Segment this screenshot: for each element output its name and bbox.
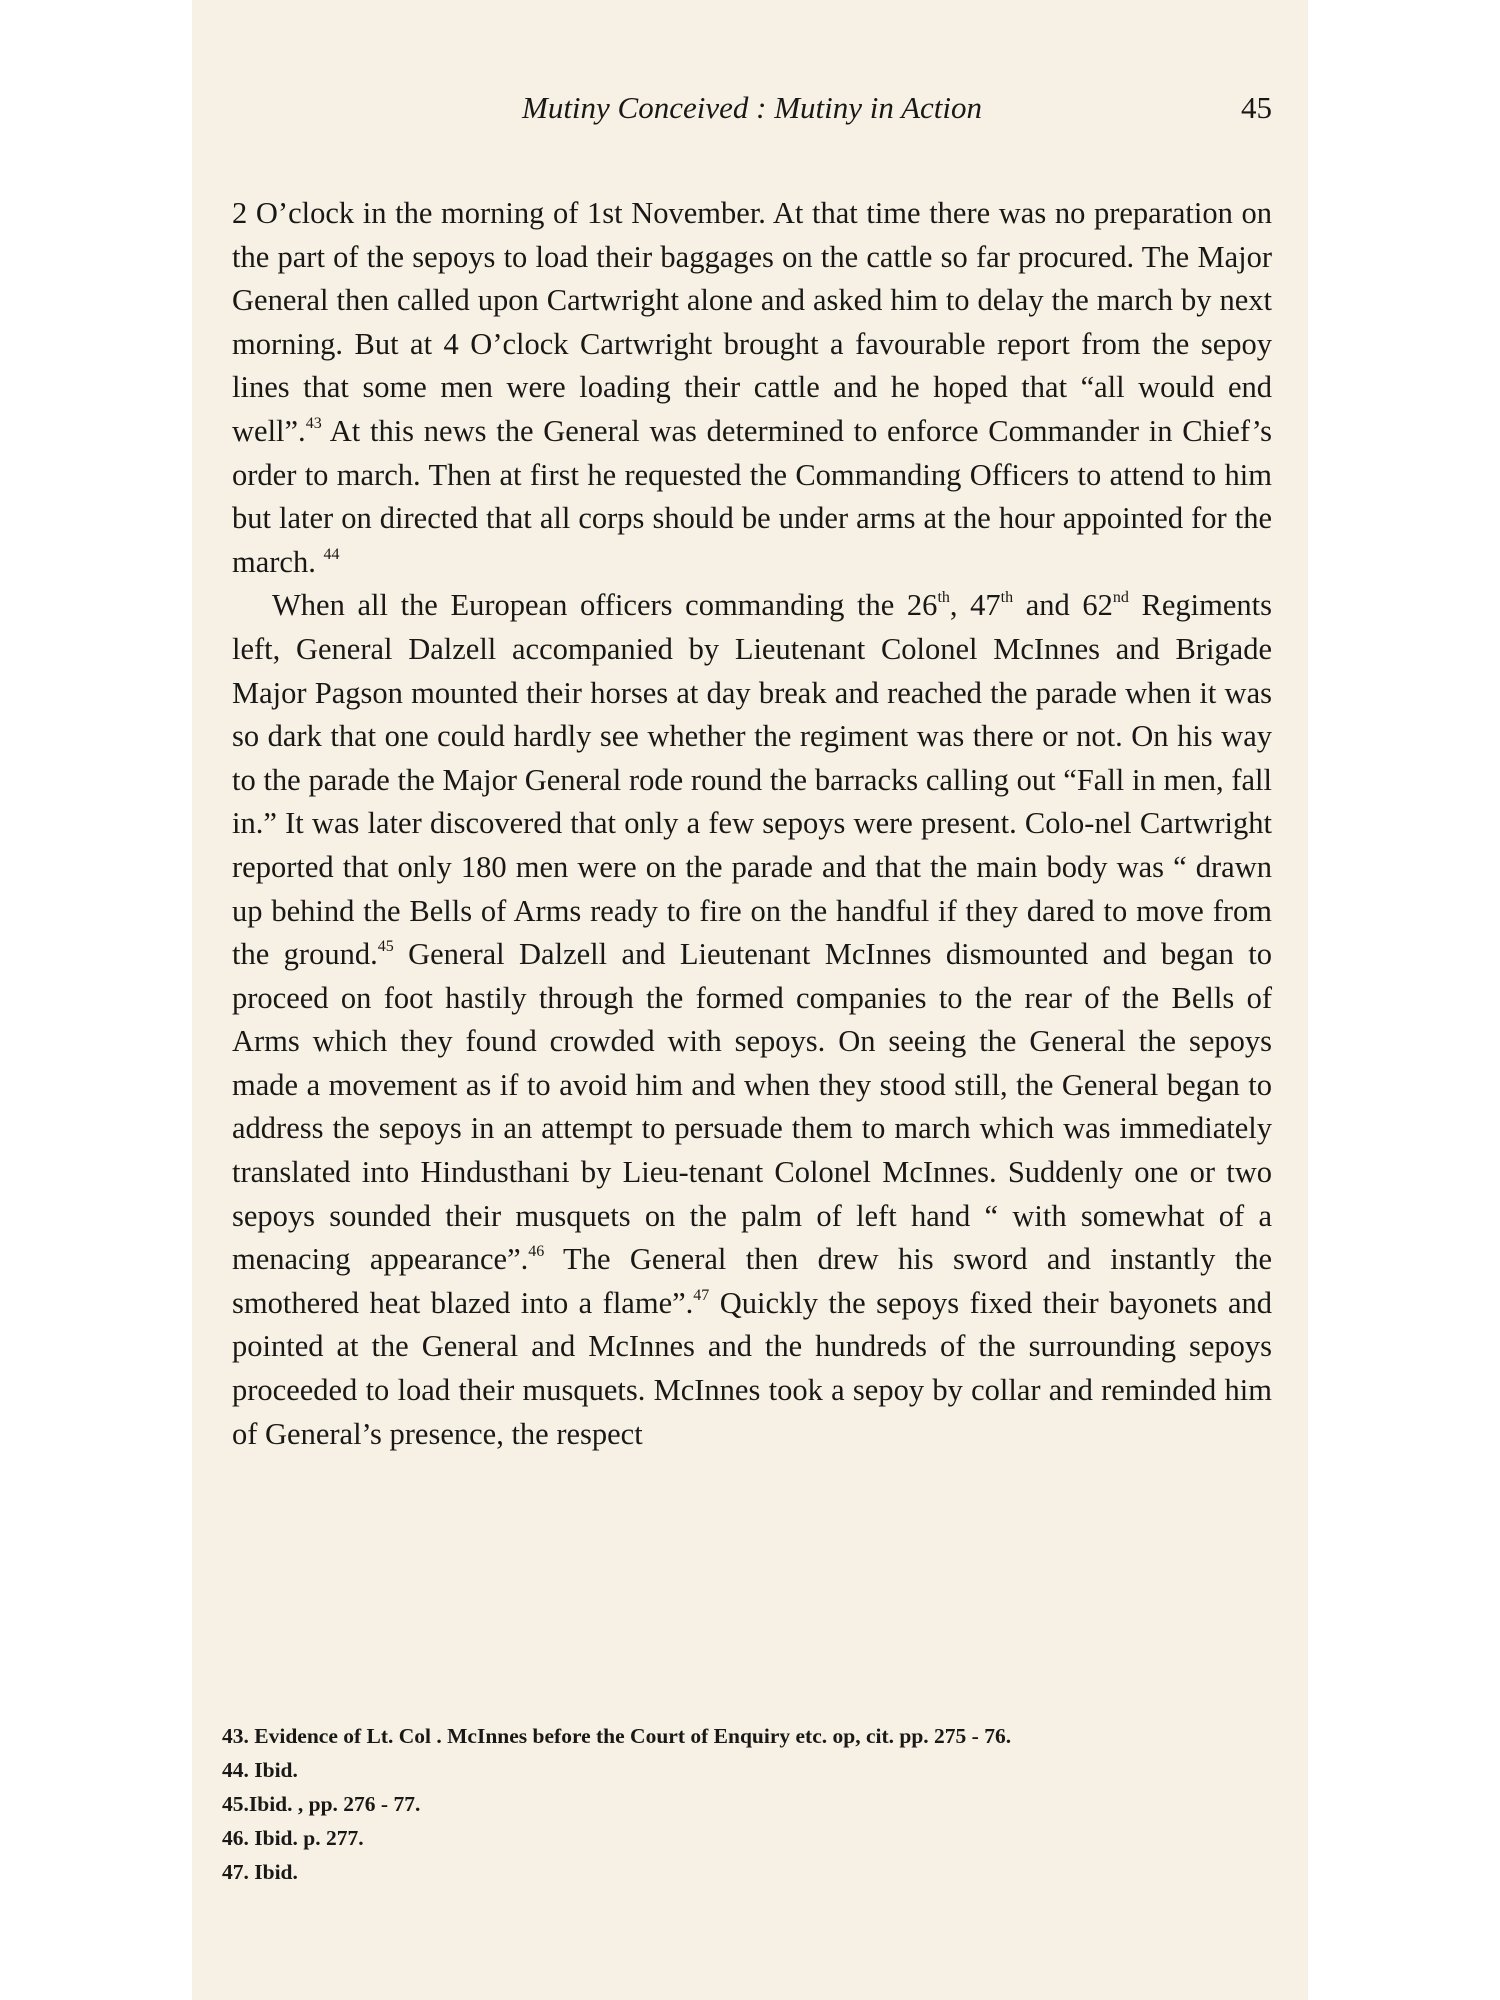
text-run: Quickly the sepoys fixed their bayonets and pointed at the General and McInnes and the hundreds of the surrounding sepoys proceeded to load their musquets. McInnes took a sepoy by collar and reminded him of General’s presence, the respect [232, 1285, 1272, 1451]
body-text [232, 192, 1272, 1456]
ordinal-suffix: th [937, 589, 950, 607]
footnote-ref: 43 [305, 414, 322, 432]
ordinal-suffix: nd [1112, 589, 1129, 607]
footnote-45: 45.Ibid. , pp. 276 - 77. [222, 1792, 421, 1816]
text-run: The General then drew his sword and instantly the smothered heat blazed into a flame”. [232, 1242, 1272, 1320]
footnote-44: 44. Ibid. [222, 1758, 298, 1782]
running-title: Mutiny Conceived : Mutiny in Action [522, 90, 982, 125]
footnote-47: 47. Ibid. [222, 1860, 298, 1884]
page-number: 45 [1241, 90, 1272, 125]
footnote-ref: 44 [323, 545, 340, 563]
text-run: At this news the General was determined to enforce Commander in Chief’s order to march. Then at first he requested the Commanding Officers to attend to him but later on directed that all corps should be under arms at the hour appointed for the march. [232, 413, 1272, 579]
text-run: When all the European officers commanding the 26 [272, 588, 938, 623]
paragraph [232, 584, 1272, 1456]
ordinal-suffix: th [1000, 589, 1014, 607]
text-run: General Dalzell and Lieutenant McInnes dismounted and began to proceed on foot hastily through the formed companies to the rear of the Bells of Arms which they found crowded with sepoys. On seeing the General the sepoys made a movement as if to avoid him and when they stood still, the General began to address the sepoys in an attempt to persuade them to march which was immediately translated into Hindusthani by Lieu-tenant Colonel McInnes. Suddenly one or two sepoys sounded their musquets on the palm of left hand “ with somewhat of a menacing appearance”. [232, 937, 1272, 1277]
text-run: and 62 [1013, 588, 1113, 623]
footnote-ref: 45 [377, 938, 394, 956]
paragraph [232, 192, 1272, 584]
text-run: Regiments left, General Dalzell accompanied by Lieutenant Colonel McInnes and Brigade Major Pagson mounted their horses at day break and reached the parade when it was so dark that one could hardly see whether the regiment was there or not. On his way to the parade the Major General rode round the barracks calling out “Fall in men, fall in.” It was later discovered that only a few sepoys were present. Colo-nel Cartwright reported that only 180 men were on the parade and that the main body was “ drawn up behind the Bells of Arms ready to fire on the handful if they dared to move from the ground. [232, 588, 1272, 972]
page-header [232, 88, 1272, 128]
footnote-ref: 46 [528, 1243, 545, 1261]
footnote-43: 43. Evidence of Lt. Col . McInnes before the Court of Enquiry etc. op, cit. pp. 275 - 76. [222, 1724, 1012, 1748]
book-page [192, 0, 1308, 2000]
text-run: , 47 [949, 588, 1001, 623]
footnote-46: 46. Ibid. p. 277. [222, 1826, 364, 1850]
text-run: 2 O’clock in the morning of 1st November. At that time there was no preparation on the part of the sepoys to load their baggages on the cattle so far procured. The Major General then called upon Cartwright alone and asked him to delay the march by next morning. But at 4 O’clock Cartwright brought a favourable report from the sepoy lines that some men were loading their cattle and he hoped that “all would end well”. [232, 196, 1272, 448]
footnotes [222, 1719, 1282, 1889]
footnote-ref: 47 [693, 1286, 710, 1304]
